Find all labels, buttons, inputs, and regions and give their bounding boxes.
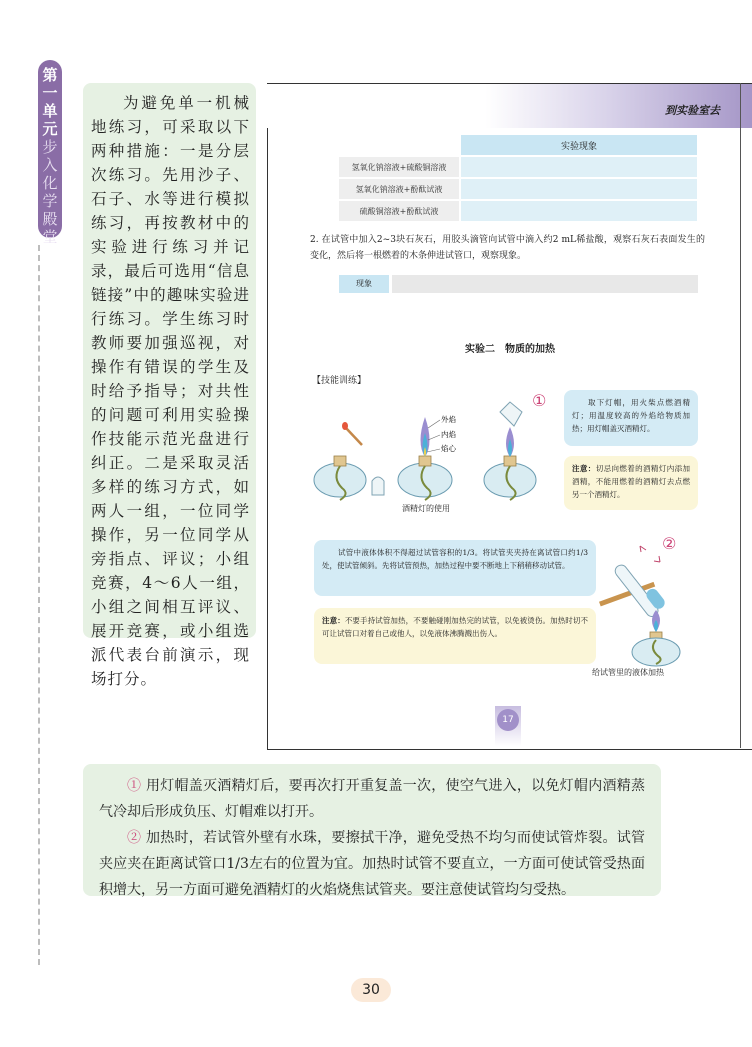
page-number: 30 [351,978,391,1002]
alcohol-lamp-illustration [310,400,560,505]
marker-1: ① [532,391,547,410]
note-text-2: 加热时，若试管外壁有水珠，要擦拭干净，避免受热不均匀而使试管炸裂。试管夹应夹在距离试管口1/3左右的位置为宜。加热时试管不要直立，一方面可使试管受热面积增大，另一方面可避免酒精灯的火焰烧焦试管夹。要注意使试管均匀受热。 [99,830,645,898]
teaching-note-bottom [83,764,661,896]
teaching-note-left [83,83,256,688]
unit-tab-subtitle: 步入化学殿堂 [42,138,58,246]
marker-2: ② [662,534,677,553]
table-row-label: 氢氧化钠溶液+酚酞试液 [339,179,459,199]
caution-label: 注意： [322,616,345,625]
caution-label: 注意： [572,464,596,473]
alcohol-lamp-icon [632,610,680,666]
phenomenon-field [392,275,698,293]
move-arrows-icon [640,546,660,562]
experiment-title: 实验二 物质的加热 [465,344,555,355]
table-cell [461,157,697,177]
experiment-step-2: 2. 在试管中加入2~3块石灰石，用胶头滴管向试管中滴入约2 mL稀盐酸，观察石灰石表面发生的变化，然后将一根燃着的木条伸进试管口，观察现象。 [310,235,705,261]
note-paragraph-1 [99,773,645,825]
lamp-cap-icon [372,477,384,495]
caution-tube-text: 不要手持试管加热，不要触碰刚加热完的试管，以免被烫伤。加热时切不可让试管口对着自己或他人，以免液体沸腾溅出伤人。 [322,616,589,638]
tip-bubble-tube [314,540,596,596]
caution-lamp-text: 切忌向燃着的酒精灯内添加酒精，不能用燃着的酒精灯去点燃另一个酒精灯。 [572,464,691,499]
textbook-header-title: 到实验室去 [665,104,720,117]
textbook-right-border [740,83,741,748]
textbook-page-number: 17 [497,709,519,731]
observation-table [337,133,699,223]
table-corner [339,135,459,155]
flame-label-core: 焰心 [441,444,456,453]
phenomenon-label: 现象 [339,275,389,293]
match-icon [342,422,362,445]
table-row [339,201,697,221]
unit-tab [38,60,62,246]
alcohol-lamp-icon [314,456,366,500]
table-row-label: 氢氧化钠溶液+硫酸铜溶液 [339,157,459,177]
tip-bubble-lamp [564,390,698,446]
flame-label-outer: 外焰 [441,415,456,424]
table-cell [461,201,697,221]
margin-dashed-line [38,245,40,965]
test-tube-icon [613,563,667,619]
table-header: 实验现象 [461,135,697,155]
tip-tube-text: 试管中液体体积不得超过试管容积的1/3。将试管夹夹持在离试管口约1/3处，使试管倾斜。先将试管预热，加热过程中要不断地上下稍稍移动试管。 [322,548,588,570]
caution-bubble-lamp [564,456,698,510]
note-marker-1: ① [127,778,142,794]
skill-training-label: 【技能训练】 [312,376,367,386]
caution-bubble-tube [314,608,596,664]
tube-caption: 给试管里的液体加热 [592,668,664,677]
table-row [339,179,697,199]
note-marker-2: ② [127,830,142,846]
test-tube-heating-illustration [596,540,706,668]
table-cell [461,179,697,199]
extinguishing-lamp-icon [484,402,536,500]
table-row [339,135,697,155]
table-row-label: 硫酸铜溶液+酚酞试液 [339,201,459,221]
teaching-note-text: 为避免单一机械地练习，可采取以下两种措施：一是分层次练习。先用沙子、石子、水等进行模拟练习，再按教材中的实验进行练习并记录，最后可选用“信息链接”中的趣味实验进行练习。学生练习时教师要加强巡视，对操作有错误的学生及时给予指导；对共性的问题可利用实验操作技能示范光盘进行纠正。二是采取灵活多样的练习方式，如两人一组，一位同学操作，另一位同学从旁指点、评议；小组竞赛，4～6人一组，小组之间相互评议、展开竞赛，或小组选派代表台前演示，现场打分。 [91,94,250,688]
flame-label-inner: 内焰 [441,430,456,439]
note-text-1: 用灯帽盖灭酒精灯后，要再次打开重复盖一次，使空气进入，以免灯帽内酒精蒸气冷却后形成负压、灯帽难以打开。 [99,778,645,820]
table-row [339,157,697,177]
tip-lamp-text: 取下灯帽，用火柴点燃酒精灯；用温度较高的外焰给物质加热；用灯帽盖灭酒精灯。 [572,398,690,433]
lamp-caption: 酒精灯的使用 [402,504,450,513]
note-paragraph-2 [99,825,645,903]
unit-tab-title: 第一单元 [42,66,58,138]
